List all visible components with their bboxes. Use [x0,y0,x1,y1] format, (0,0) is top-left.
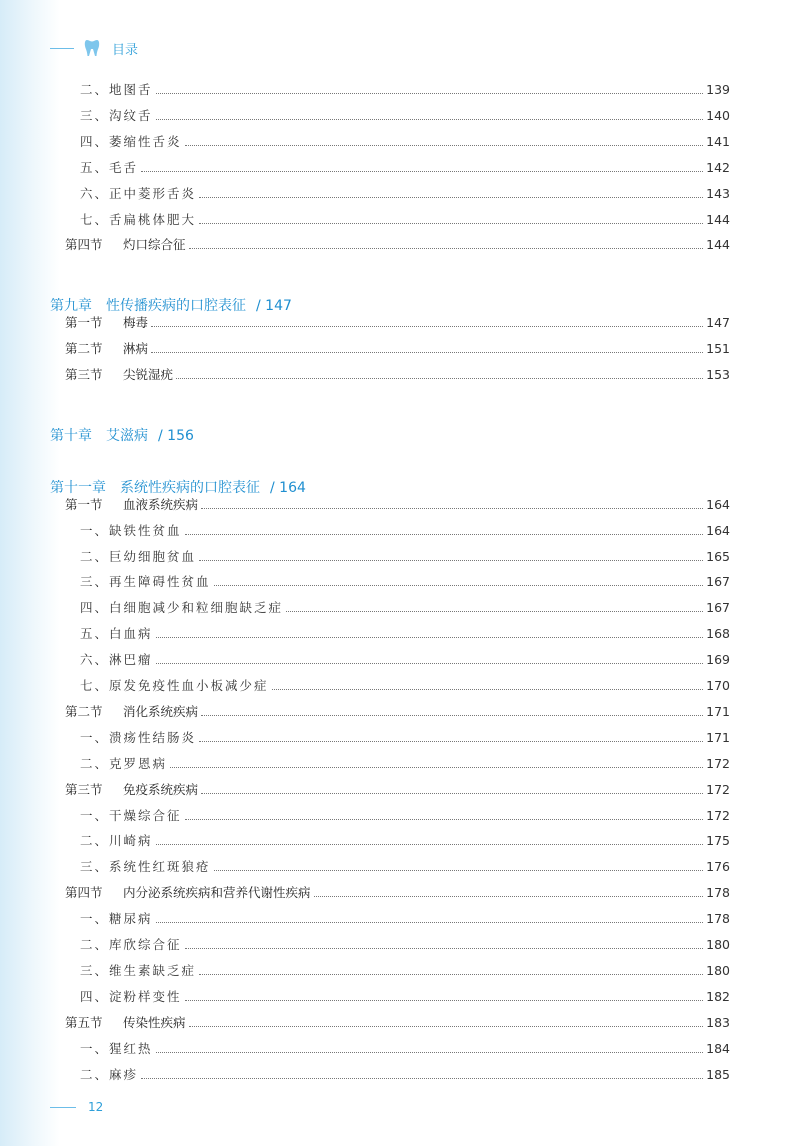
section-title: 血液系统疾病 [123,496,199,512]
chapter-title: 性传播疾病的口腔表征 [106,298,246,315]
section-number: 第二节 [65,341,103,357]
section-title: 尖锐湿疣 [123,367,174,382]
page-footer [50,1098,103,1116]
page-header [50,38,138,58]
toc-item-row[interactable] [80,598,730,618]
section-number: 第四节 [65,237,103,253]
header-title: 目录 [112,42,139,58]
toc-page-number: 172 [706,755,730,771]
toc-page-number: 171 [706,703,730,719]
toc-page-number: 164 [706,522,730,538]
dot-leader [199,197,703,198]
toc-section-row[interactable] [65,1013,730,1033]
dot-leader [201,715,703,716]
toc-entry-title: 五、毛舌 [80,159,139,175]
toc-page-number: 141 [706,133,730,149]
section-title: 灼口综合征 [123,237,186,253]
section-number: 第三节 [65,367,103,382]
toc-entry-title [65,339,148,359]
toc-page-number: 172 [706,807,730,823]
toc-page-number: 175 [706,833,730,849]
dot-leader [189,1026,704,1027]
dot-leader [185,948,704,949]
dot-leader [185,819,704,820]
toc-section-row[interactable] [65,883,730,903]
section-number: 第一节 [65,315,103,331]
toc-page-number: 176 [706,859,730,875]
toc-page-number: 144 [706,211,730,227]
toc-page-number: 164 [706,496,730,512]
toc-item-row[interactable] [80,1039,730,1059]
toc-entry-title: 一、干燥综合征 [80,807,182,823]
toc-page-number: 153 [706,367,730,382]
section-title: 梅毒 [123,315,149,331]
toc-entry-title [65,883,311,903]
dot-leader [170,767,703,768]
section-title: 传染性疾病 [123,1014,186,1030]
dot-leader [156,93,704,94]
dot-leader [156,922,704,923]
toc-section-row[interactable] [65,339,730,359]
toc-entry-title: 四、淀粉样变性 [80,988,182,1004]
toc-entry-title: 三、再生障碍性贫血 [80,574,211,590]
toc-item-row[interactable] [80,572,730,592]
chapter-number: 第十一章 [50,479,106,496]
chapter-page: / 147 [256,298,292,315]
dot-leader [185,145,704,146]
chapter-title: 艾滋病 [106,427,148,444]
side-gradient-band [0,0,60,1146]
toc-page-number: 167 [706,600,730,616]
toc-page-number: 178 [706,885,730,901]
dot-leader [185,1000,704,1001]
toc-item-row[interactable] [80,106,730,126]
section-title: 免疫系统疾病 [123,781,199,797]
toc-item-row[interactable] [80,1065,730,1085]
toc-entry-title [65,1013,186,1033]
toc-entry-title: 一、猩红热 [80,1040,153,1056]
toc-page-number: 165 [706,548,730,564]
dot-leader [176,378,703,379]
toc-entry-title: 三、沟纹舌 [80,107,153,123]
footer-rule [50,1107,76,1108]
dot-leader [189,248,704,249]
dot-leader [141,171,703,172]
dot-leader [199,223,703,224]
toc-entry-title: 一、溃疡性结肠炎 [80,729,197,745]
dot-leader [199,741,703,742]
section-number: 第一节 [65,496,103,512]
toc-page-number: 151 [706,341,730,357]
chapter-heading[interactable] [50,425,194,447]
tooth-icon [84,39,100,57]
toc-page-number: 178 [706,911,730,927]
toc-entry-title: 二、地图舌 [80,82,153,97]
toc-entry-title [65,365,173,385]
dot-leader [151,352,703,353]
toc-item-row[interactable] [80,806,730,826]
dot-leader [272,689,704,690]
dot-leader [151,326,703,327]
toc-item-row[interactable] [80,80,730,100]
toc-item-row[interactable] [80,132,730,152]
toc-item-row[interactable] [80,184,730,204]
toc-entry-title [65,495,198,515]
toc-entry-title [65,313,148,333]
toc-page-number: 142 [706,159,730,175]
toc-page-number: 140 [706,107,730,123]
dot-leader [286,611,703,612]
toc-page-number: 184 [706,1040,730,1056]
toc-section-row[interactable] [65,780,730,800]
toc-page-number: 183 [706,1014,730,1030]
toc-page-number: 182 [706,988,730,1004]
toc-item-row[interactable] [80,547,730,567]
toc-item-row[interactable] [80,754,730,774]
toc-entry-title: 二、川崎病 [80,833,153,849]
toc-item-row[interactable] [80,624,730,644]
section-number: 第四节 [65,885,103,901]
toc-entry-title: 四、白细胞减少和粒细胞缺乏症 [80,600,284,616]
dot-leader [156,663,704,664]
toc-page-number: 185 [706,1066,730,1082]
toc-item-row[interactable] [80,521,730,541]
toc-page-number: 180 [706,937,730,952]
toc-item-row[interactable] [80,158,730,178]
toc-entry-title: 六、正中菱形舌炎 [80,185,197,201]
toc-page-number: 170 [706,678,730,693]
chapter-title: 系统性疾病的口腔表征 [120,479,260,496]
chapter-number: 第十章 [50,427,92,444]
toc-page-number: 144 [706,237,730,253]
dot-leader [156,637,704,638]
dot-leader [156,119,704,120]
toc-item-row[interactable] [80,831,730,851]
toc-entry-title: 一、糖尿病 [80,911,153,927]
toc-entry-title: 二、麻疹 [80,1066,139,1082]
chapter-page: / 156 [158,427,194,444]
toc-page-number: 180 [706,962,730,978]
toc-page-number: 172 [706,781,730,797]
toc-entry-title [65,702,198,722]
toc-page-number: 139 [706,82,730,97]
toc-entry-title: 二、库欣综合征 [80,937,182,952]
dot-leader [214,870,704,871]
dot-leader [156,844,704,845]
section-number: 第三节 [65,781,103,797]
toc-entry-title [65,235,186,255]
header-rule [50,48,74,49]
dot-leader [185,534,704,535]
toc-item-row[interactable] [80,961,730,981]
toc-entry-title: 五、白血病 [80,626,153,642]
toc-entry-title: 七、舌扁桃体肥大 [80,211,197,227]
toc-section-row[interactable] [65,495,730,515]
toc-page-number: 169 [706,652,730,668]
toc-page-number: 143 [706,185,730,201]
dot-leader [199,974,703,975]
toc-section-row[interactable] [65,313,730,333]
toc-entry-title: 四、萎缩性舌炎 [80,133,182,149]
toc-item-row[interactable] [80,987,730,1007]
toc-entry-title: 七、原发免疫性血小板减少症 [80,678,269,693]
toc-item-row[interactable] [80,728,730,748]
toc-entry-title: 二、克罗恩病 [80,755,168,771]
toc-item-row[interactable] [80,676,730,696]
toc-item-row[interactable] [80,650,730,670]
toc-entry-title [65,780,198,800]
toc-page-number: 147 [706,315,730,331]
chapter-number: 第九章 [50,298,92,315]
toc-page-number: 167 [706,574,730,590]
dot-leader [199,560,703,561]
toc-page-number: 171 [706,729,730,745]
dot-leader [314,896,704,897]
toc-item-row[interactable] [80,210,730,230]
dot-leader [141,1078,703,1079]
section-title: 消化系统疾病 [123,703,199,719]
toc-item-row[interactable] [80,909,730,929]
dot-leader [201,793,703,794]
toc-item-row[interactable] [80,935,730,955]
section-title: 淋病 [123,341,149,357]
dot-leader [214,585,704,586]
toc-section-row[interactable] [65,235,730,255]
chapter-page: / 164 [270,479,306,496]
dot-leader [201,508,703,509]
toc-entry-title: 六、淋巴瘤 [80,652,153,668]
toc-entry-title: 三、系统性红斑狼疮 [80,859,211,875]
toc-entry-title: 一、缺铁性贫血 [80,522,182,538]
section-number: 第五节 [65,1014,103,1030]
toc-page-number: 168 [706,626,730,642]
toc-section-row[interactable] [65,365,730,385]
toc-entry-title: 二、巨幼细胞贫血 [80,548,197,564]
section-number: 第二节 [65,703,103,719]
toc-item-row[interactable] [80,857,730,877]
toc-entry-title: 三、维生素缺乏症 [80,962,197,978]
section-title: 内分泌系统疾病和营养代谢性疾病 [123,885,311,901]
toc-section-row[interactable] [65,702,730,722]
dot-leader [156,1052,704,1053]
page-number: 12 [88,1100,104,1114]
